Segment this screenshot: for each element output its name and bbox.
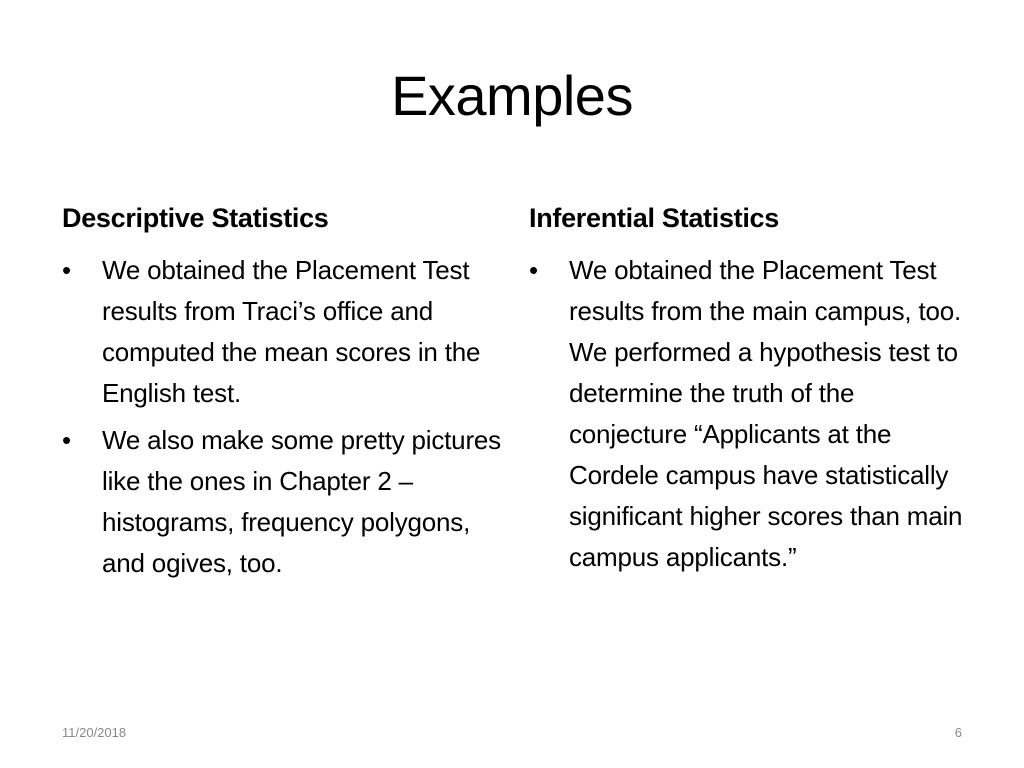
bullet-icon: •	[62, 425, 71, 455]
descriptive-statistics-column	[62, 198, 502, 590]
bullet-item	[62, 250, 502, 414]
descriptive-statistics-heading: Descriptive Statistics	[62, 203, 329, 233]
bullet-text: We obtained the Placement Test results from Traci’s office and computed the mean scores in the English test.	[102, 255, 481, 408]
bullet-text: We also make some pretty pictures like the ones in Chapter 2 – histograms, frequency polygons, and ogives, too.	[102, 425, 501, 578]
footer-date: 11/20/2018	[62, 725, 127, 740]
slide-title: Examples	[391, 64, 633, 127]
bullet-text: We obtained the Placement Test results from the main campus, too. We performed a hypothesis test to determine the truth of the conjecture “Applicants at the Cordele campus have statistically significant higher scores than main campus applicants.”	[569, 255, 983, 572]
bullet-icon: •	[62, 255, 71, 285]
bullet-item	[529, 250, 983, 578]
inferential-bullet-list	[529, 250, 983, 578]
page-number: 6	[954, 725, 962, 740]
inferential-statistics-heading: Inferential Statistics	[529, 203, 779, 233]
descriptive-bullet-list	[62, 250, 502, 584]
inferential-statistics-column	[529, 198, 983, 584]
bullet-icon: •	[529, 255, 538, 285]
bullet-item	[62, 420, 502, 584]
